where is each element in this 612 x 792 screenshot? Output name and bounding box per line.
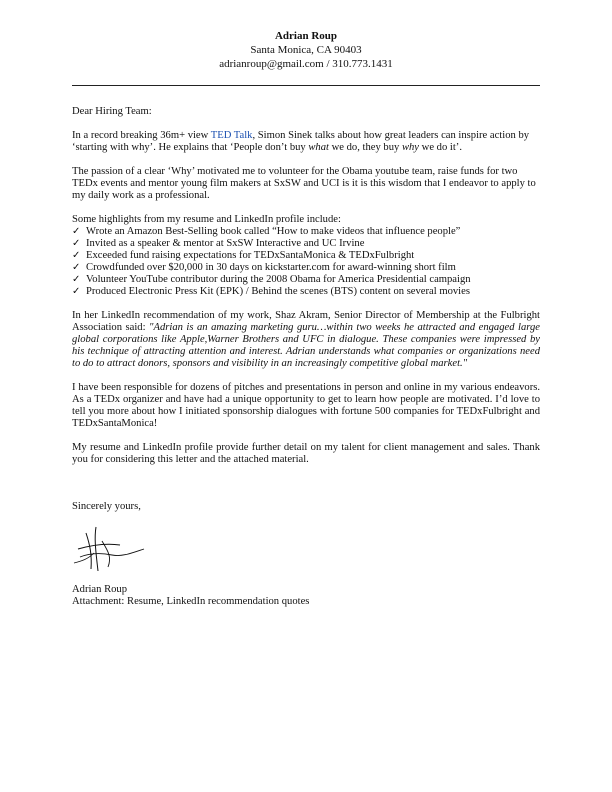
p1-emphasis-why: why: [401, 142, 420, 153]
list-item-text: Produced Electronic Press Kit (EPK) / Behind the scenes (BTS) content on several movies: [86, 286, 470, 297]
list-item: [72, 250, 540, 262]
p1-emphasis-what: what: [308, 142, 329, 153]
list-item: [72, 274, 540, 286]
paragraph-ted-talk: [72, 130, 540, 154]
letter-header: [0, 30, 612, 71]
attachment-line: Attachment: Resume, LinkedIn recommendation quotes: [72, 596, 310, 607]
sender-location: Santa Monica, CA 90403: [250, 44, 362, 56]
check-icon: ✓: [72, 286, 81, 297]
check-icon: ✓: [72, 226, 81, 237]
p1-text-c: we do, they buy: [328, 142, 402, 153]
sender-name: Adrian Roup: [274, 30, 338, 42]
recommendation-intro: In her LinkedIn recommendation of my work, Shaz Akram, Senior Director of Membership at the Fulbright Association said:: [72, 310, 540, 333]
list-item: [72, 238, 540, 250]
paragraph-passion: The passion of a clear ‘Why’ motivated me to volunteer for the Obama youtube team, raise funds for two TEDx events and mentor young film makers at SxSW and UCI is it is this wisdom that I endeavor to apply to my daily work as a professional.: [72, 166, 536, 201]
list-item-text: Exceeded fund raising expectations for TEDxSantaMonica & TEDxFulbright: [86, 250, 415, 261]
list-item: [72, 226, 540, 238]
list-item: [72, 286, 540, 298]
check-icon: ✓: [72, 274, 81, 285]
list-item-text: Invited as a speaker & mentor at SxSW Interactive and UC Irvine: [86, 238, 365, 249]
signature-image: [72, 523, 152, 573]
paragraph-recommendation: [72, 310, 540, 370]
p1-text-d: we do it’.: [419, 142, 462, 153]
check-icon: ✓: [72, 250, 81, 261]
list-item-text: Wrote an Amazon Best-Selling book called “How to make videos that influence people”: [86, 226, 461, 237]
header-divider: [72, 85, 540, 86]
ted-talk-link[interactable]: TED Talk: [210, 130, 253, 141]
paragraph-experience: I have been responsible for dozens of pitches and presentations in person and online in my various endeavors. As a TEDx organizer and have had a unique opportunity to get to learn how people are motivated. I’d love to tell you more about how I initiated sponsorship dialogues with fortune 500 companies for TEDxFulbright and TEDxSantaMonica!: [72, 382, 540, 429]
check-icon: ✓: [72, 262, 81, 273]
closing: Sincerely yours,: [72, 501, 141, 512]
highlights-list: [72, 226, 540, 298]
list-item-text: Volunteer YouTube contributor during the 2008 Obama for America Presidential campaign: [86, 274, 471, 285]
p1-text-b: , Simon Sinek talks about how great leaders can inspire action by ‘starting with why’. He explains that ‘People don’t buy: [72, 130, 530, 153]
check-icon: ✓: [72, 238, 81, 249]
highlights-intro: Some highlights from my resume and LinkedIn profile include:: [72, 214, 341, 225]
recommendation-quote: "Adrian is an amazing marketing guru…within two weeks he attracted and engaged large global corporations like Apple,Warner Brothers and UFC in dialogue. These companies were impressed by his technique of attracting attention and interest. Adrian understands what companies or organizations need to do to attract donors, sponsors and visibility in an increasingly competitive global market.": [72, 322, 540, 369]
sender-contact: adrianroup@gmail.com / 310.773.1431: [219, 58, 393, 70]
salutation: Dear Hiring Team:: [72, 106, 152, 117]
paragraph-thanks: My resume and LinkedIn profile provide further detail on my talent for client management and sales. Thank you for considering this letter and the attached material.: [72, 442, 540, 465]
signoff-name: Adrian Roup: [72, 584, 128, 595]
p1-text-a: In a record breaking 36m+ view: [72, 130, 211, 141]
letter-body: [72, 106, 540, 466]
list-item: [72, 262, 540, 274]
list-item-text: Crowdfunded over $20,000 in 30 days on kickstarter.com for award-winning short film: [86, 262, 456, 273]
